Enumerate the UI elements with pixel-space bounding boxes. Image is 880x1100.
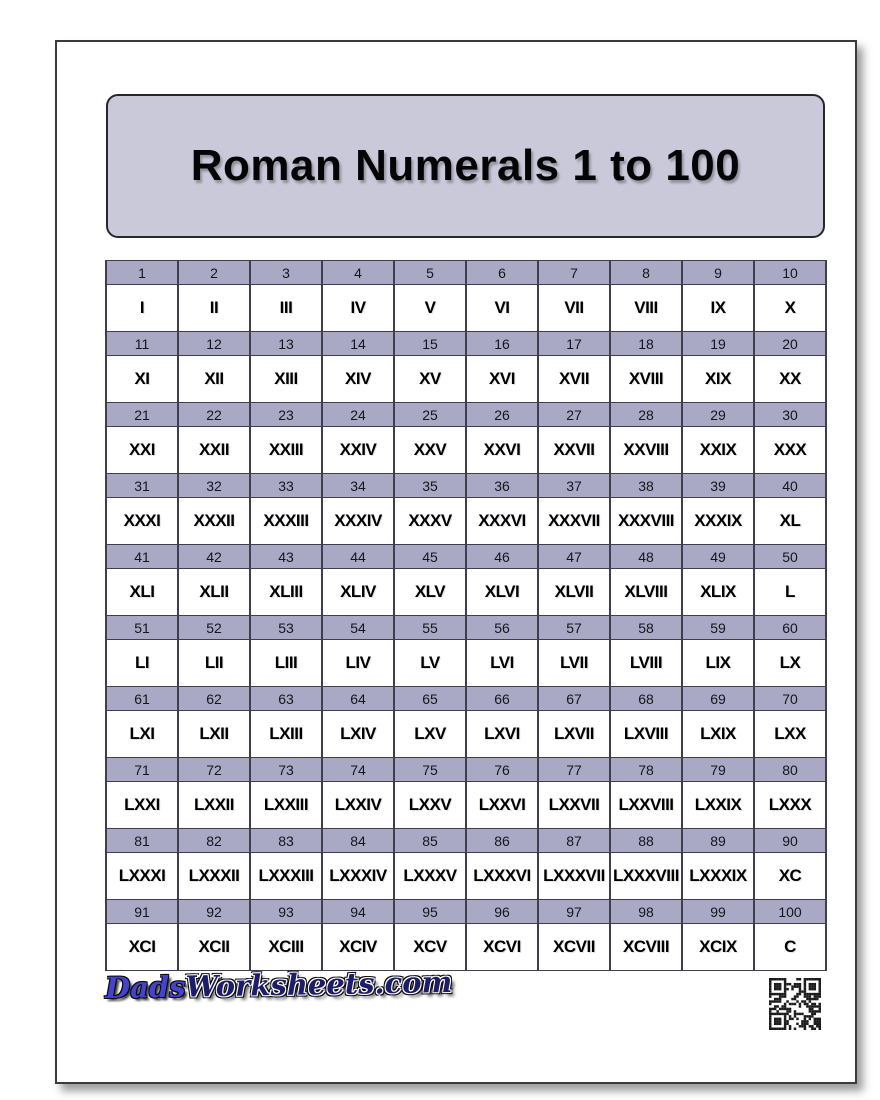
arabic-number-cell: 75 bbox=[394, 758, 466, 782]
roman-numeral-cell: XLV bbox=[394, 569, 466, 616]
roman-numeral-cell: XXIII bbox=[250, 427, 322, 474]
arabic-number-cell: 94 bbox=[322, 900, 394, 924]
roman-numeral-cell: XXXII bbox=[178, 498, 250, 545]
arabic-number-cell: 29 bbox=[682, 403, 754, 427]
arabic-number-cell: 27 bbox=[538, 403, 610, 427]
arabic-number-row-3 bbox=[106, 403, 826, 427]
roman-numeral-cell: XLVII bbox=[538, 569, 610, 616]
arabic-number-cell: 19 bbox=[682, 332, 754, 356]
roman-numeral-cell: VIII bbox=[610, 285, 682, 332]
arabic-number-cell: 97 bbox=[538, 900, 610, 924]
arabic-number-cell: 12 bbox=[178, 332, 250, 356]
arabic-number-cell: 5 bbox=[394, 261, 466, 285]
roman-numeral-cell: L bbox=[754, 569, 826, 616]
arabic-number-cell: 92 bbox=[178, 900, 250, 924]
roman-numeral-cell: XVII bbox=[538, 356, 610, 403]
arabic-number-cell: 41 bbox=[106, 545, 178, 569]
roman-numeral-row-3 bbox=[106, 427, 826, 474]
arabic-number-cell: 60 bbox=[754, 616, 826, 640]
arabic-number-cell: 55 bbox=[394, 616, 466, 640]
arabic-number-cell: 44 bbox=[322, 545, 394, 569]
page-title: Roman Numerals 1 to 100 bbox=[190, 141, 741, 190]
arabic-number-cell: 13 bbox=[250, 332, 322, 356]
roman-numeral-cell: LXXXIII bbox=[250, 853, 322, 900]
arabic-number-cell: 74 bbox=[322, 758, 394, 782]
roman-numeral-cell: XLIV bbox=[322, 569, 394, 616]
roman-numeral-cell: XXXVII bbox=[538, 498, 610, 545]
arabic-number-cell: 100 bbox=[754, 900, 826, 924]
roman-numeral-row-6 bbox=[106, 640, 826, 687]
arabic-number-cell: 51 bbox=[106, 616, 178, 640]
roman-numeral-cell: V bbox=[394, 285, 466, 332]
roman-numeral-cell: XXIX bbox=[682, 427, 754, 474]
roman-numeral-cell: XXX bbox=[754, 427, 826, 474]
arabic-number-row-6 bbox=[106, 616, 826, 640]
arabic-number-cell: 73 bbox=[250, 758, 322, 782]
roman-numeral-row-2 bbox=[106, 356, 826, 403]
arabic-number-cell: 64 bbox=[322, 687, 394, 711]
roman-numeral-cell: XI bbox=[106, 356, 178, 403]
roman-numeral-cell: XXXVI bbox=[466, 498, 538, 545]
roman-numeral-cell: XL bbox=[754, 498, 826, 545]
arabic-number-cell: 3 bbox=[250, 261, 322, 285]
roman-numeral-cell: LXX bbox=[754, 711, 826, 758]
roman-numeral-cell: LXXIII bbox=[250, 782, 322, 829]
roman-numeral-cell: LXXII bbox=[178, 782, 250, 829]
arabic-number-cell: 32 bbox=[178, 474, 250, 498]
arabic-number-cell: 78 bbox=[610, 758, 682, 782]
roman-numeral-cell: XCI bbox=[106, 924, 178, 971]
roman-numeral-cell: XXXVIII bbox=[610, 498, 682, 545]
arabic-number-cell: 22 bbox=[178, 403, 250, 427]
arabic-number-cell: 96 bbox=[466, 900, 538, 924]
arabic-number-cell: 46 bbox=[466, 545, 538, 569]
arabic-number-cell: 9 bbox=[682, 261, 754, 285]
roman-numeral-cell: IV bbox=[322, 285, 394, 332]
roman-numeral-cell: XCIV bbox=[322, 924, 394, 971]
arabic-number-cell: 68 bbox=[610, 687, 682, 711]
roman-numeral-cell: LXXXV bbox=[394, 853, 466, 900]
roman-numerals-table bbox=[105, 260, 827, 971]
arabic-number-cell: 59 bbox=[682, 616, 754, 640]
arabic-number-cell: 62 bbox=[178, 687, 250, 711]
arabic-number-cell: 87 bbox=[538, 829, 610, 853]
roman-numeral-cell: LXXVIII bbox=[610, 782, 682, 829]
arabic-number-row-8 bbox=[106, 758, 826, 782]
roman-numeral-cell: LIX bbox=[682, 640, 754, 687]
roman-numeral-cell: I bbox=[106, 285, 178, 332]
arabic-number-cell: 90 bbox=[754, 829, 826, 853]
arabic-number-cell: 50 bbox=[754, 545, 826, 569]
roman-numeral-cell: LXIX bbox=[682, 711, 754, 758]
roman-numeral-cell: XXXI bbox=[106, 498, 178, 545]
arabic-number-cell: 23 bbox=[250, 403, 322, 427]
roman-numeral-row-1 bbox=[106, 285, 826, 332]
roman-numeral-cell: XII bbox=[178, 356, 250, 403]
roman-numeral-cell: VI bbox=[466, 285, 538, 332]
roman-numeral-cell: LVII bbox=[538, 640, 610, 687]
roman-numeral-row-8 bbox=[106, 782, 826, 829]
roman-numeral-cell: LXXXI bbox=[106, 853, 178, 900]
arabic-number-cell: 11 bbox=[106, 332, 178, 356]
arabic-number-row-7 bbox=[106, 687, 826, 711]
roman-numeral-cell: XXXV bbox=[394, 498, 466, 545]
arabic-number-row-9 bbox=[106, 829, 826, 853]
dadsworksheets-logo bbox=[105, 965, 453, 1005]
roman-numeral-cell: XVI bbox=[466, 356, 538, 403]
roman-numeral-cell: XLIII bbox=[250, 569, 322, 616]
arabic-number-cell: 31 bbox=[106, 474, 178, 498]
arabic-number-cell: 67 bbox=[538, 687, 610, 711]
roman-numeral-row-10 bbox=[106, 924, 826, 971]
arabic-number-cell: 24 bbox=[322, 403, 394, 427]
arabic-number-cell: 17 bbox=[538, 332, 610, 356]
roman-numeral-cell: III bbox=[250, 285, 322, 332]
arabic-number-cell: 28 bbox=[610, 403, 682, 427]
roman-numeral-cell: XXI bbox=[106, 427, 178, 474]
arabic-number-cell: 36 bbox=[466, 474, 538, 498]
arabic-number-cell: 76 bbox=[466, 758, 538, 782]
arabic-number-cell: 66 bbox=[466, 687, 538, 711]
arabic-number-cell: 18 bbox=[610, 332, 682, 356]
roman-numeral-cell: LXXI bbox=[106, 782, 178, 829]
arabic-number-cell: 21 bbox=[106, 403, 178, 427]
roman-numeral-cell: XCIX bbox=[682, 924, 754, 971]
roman-numeral-cell: XLVI bbox=[466, 569, 538, 616]
roman-numeral-cell: LXXV bbox=[394, 782, 466, 829]
roman-numeral-cell: XV bbox=[394, 356, 466, 403]
arabic-number-cell: 79 bbox=[682, 758, 754, 782]
arabic-number-cell: 89 bbox=[682, 829, 754, 853]
worksheet-page bbox=[55, 40, 857, 1084]
roman-numeral-cell: XLIX bbox=[682, 569, 754, 616]
roman-numeral-cell: XXXIV bbox=[322, 498, 394, 545]
arabic-number-cell: 15 bbox=[394, 332, 466, 356]
roman-numeral-cell: XLVIII bbox=[610, 569, 682, 616]
roman-numeral-cell: XLI bbox=[106, 569, 178, 616]
roman-numeral-cell: XXXIII bbox=[250, 498, 322, 545]
arabic-number-cell: 58 bbox=[610, 616, 682, 640]
roman-numeral-cell: XXVI bbox=[466, 427, 538, 474]
arabic-number-cell: 47 bbox=[538, 545, 610, 569]
roman-numeral-cell: XXIV bbox=[322, 427, 394, 474]
arabic-number-cell: 81 bbox=[106, 829, 178, 853]
roman-numeral-cell: LXXIV bbox=[322, 782, 394, 829]
arabic-number-cell: 95 bbox=[394, 900, 466, 924]
arabic-number-cell: 16 bbox=[466, 332, 538, 356]
arabic-number-cell: 45 bbox=[394, 545, 466, 569]
logo-text-worksheets: Worksheets bbox=[185, 966, 375, 1004]
roman-numeral-cell: LIII bbox=[250, 640, 322, 687]
arabic-number-cell: 83 bbox=[250, 829, 322, 853]
roman-numeral-cell: XC bbox=[754, 853, 826, 900]
arabic-number-cell: 99 bbox=[682, 900, 754, 924]
roman-numeral-cell: LXXXII bbox=[178, 853, 250, 900]
arabic-number-cell: 70 bbox=[754, 687, 826, 711]
roman-numeral-cell: LXXXVI bbox=[466, 853, 538, 900]
roman-numeral-cell: XIII bbox=[250, 356, 322, 403]
arabic-number-row-5 bbox=[106, 545, 826, 569]
arabic-number-cell: 54 bbox=[322, 616, 394, 640]
roman-numeral-cell: II bbox=[178, 285, 250, 332]
arabic-number-cell: 40 bbox=[754, 474, 826, 498]
roman-numeral-cell: LV bbox=[394, 640, 466, 687]
arabic-number-cell: 82 bbox=[178, 829, 250, 853]
arabic-number-row-2 bbox=[106, 332, 826, 356]
roman-numeral-cell: XCVII bbox=[538, 924, 610, 971]
roman-numeral-cell: LXVII bbox=[538, 711, 610, 758]
roman-numeral-cell: LIV bbox=[322, 640, 394, 687]
roman-numeral-cell: LXXX bbox=[754, 782, 826, 829]
arabic-number-cell: 1 bbox=[106, 261, 178, 285]
title-banner bbox=[106, 94, 825, 238]
arabic-number-cell: 88 bbox=[610, 829, 682, 853]
roman-numeral-cell: LXXXIV bbox=[322, 853, 394, 900]
roman-numeral-cell: LXXVI bbox=[466, 782, 538, 829]
roman-numeral-cell: LVI bbox=[466, 640, 538, 687]
arabic-number-cell: 30 bbox=[754, 403, 826, 427]
roman-numeral-cell: XCVI bbox=[466, 924, 538, 971]
arabic-number-cell: 35 bbox=[394, 474, 466, 498]
numerals-table-body bbox=[106, 261, 826, 971]
roman-numeral-cell: LXV bbox=[394, 711, 466, 758]
roman-numeral-cell: LXI bbox=[106, 711, 178, 758]
arabic-number-row-10 bbox=[106, 900, 826, 924]
roman-numeral-cell: XXV bbox=[394, 427, 466, 474]
arabic-number-cell: 84 bbox=[322, 829, 394, 853]
arabic-number-cell: 52 bbox=[178, 616, 250, 640]
roman-numeral-cell: XCII bbox=[178, 924, 250, 971]
roman-numeral-cell: C bbox=[754, 924, 826, 971]
roman-numeral-row-7 bbox=[106, 711, 826, 758]
roman-numeral-cell: LXIII bbox=[250, 711, 322, 758]
roman-numeral-row-9 bbox=[106, 853, 826, 900]
logo-text-com: .com bbox=[374, 964, 453, 1001]
arabic-number-cell: 38 bbox=[610, 474, 682, 498]
arabic-number-cell: 69 bbox=[682, 687, 754, 711]
roman-numeral-cell: LXXXIX bbox=[682, 853, 754, 900]
arabic-number-cell: 63 bbox=[250, 687, 322, 711]
arabic-number-cell: 48 bbox=[610, 545, 682, 569]
roman-numeral-cell: X bbox=[754, 285, 826, 332]
arabic-number-cell: 86 bbox=[466, 829, 538, 853]
roman-numeral-cell: LXXVII bbox=[538, 782, 610, 829]
arabic-number-row-1 bbox=[106, 261, 826, 285]
roman-numeral-cell: LI bbox=[106, 640, 178, 687]
arabic-number-row-4 bbox=[106, 474, 826, 498]
arabic-number-cell: 72 bbox=[178, 758, 250, 782]
arabic-number-cell: 25 bbox=[394, 403, 466, 427]
roman-numeral-cell: LXIV bbox=[322, 711, 394, 758]
roman-numeral-cell: XCIII bbox=[250, 924, 322, 971]
arabic-number-cell: 6 bbox=[466, 261, 538, 285]
arabic-number-cell: 49 bbox=[682, 545, 754, 569]
roman-numeral-cell: LXXXVIII bbox=[610, 853, 682, 900]
roman-numeral-cell: IX bbox=[682, 285, 754, 332]
roman-numeral-cell: LII bbox=[178, 640, 250, 687]
arabic-number-cell: 8 bbox=[610, 261, 682, 285]
arabic-number-cell: 14 bbox=[322, 332, 394, 356]
roman-numeral-cell: LXVI bbox=[466, 711, 538, 758]
roman-numeral-cell: LXXIX bbox=[682, 782, 754, 829]
arabic-number-cell: 93 bbox=[250, 900, 322, 924]
roman-numeral-cell: XVIII bbox=[610, 356, 682, 403]
roman-numeral-cell: XXII bbox=[178, 427, 250, 474]
roman-numeral-cell: XXVII bbox=[538, 427, 610, 474]
arabic-number-cell: 33 bbox=[250, 474, 322, 498]
arabic-number-cell: 85 bbox=[394, 829, 466, 853]
roman-numeral-cell: LXXXVII bbox=[538, 853, 610, 900]
arabic-number-cell: 26 bbox=[466, 403, 538, 427]
roman-numeral-cell: LVIII bbox=[610, 640, 682, 687]
roman-numeral-cell: XXXIX bbox=[682, 498, 754, 545]
arabic-number-cell: 42 bbox=[178, 545, 250, 569]
roman-numeral-cell: XIV bbox=[322, 356, 394, 403]
arabic-number-cell: 91 bbox=[106, 900, 178, 924]
arabic-number-cell: 53 bbox=[250, 616, 322, 640]
arabic-number-cell: 10 bbox=[754, 261, 826, 285]
arabic-number-cell: 43 bbox=[250, 545, 322, 569]
roman-numeral-cell: XX bbox=[754, 356, 826, 403]
logo-text-dads: Dads bbox=[104, 969, 186, 1006]
roman-numeral-row-4 bbox=[106, 498, 826, 545]
arabic-number-cell: 34 bbox=[322, 474, 394, 498]
arabic-number-cell: 4 bbox=[322, 261, 394, 285]
arabic-number-cell: 57 bbox=[538, 616, 610, 640]
arabic-number-cell: 37 bbox=[538, 474, 610, 498]
arabic-number-cell: 7 bbox=[538, 261, 610, 285]
roman-numeral-cell: LXVIII bbox=[610, 711, 682, 758]
roman-numeral-cell: LXII bbox=[178, 711, 250, 758]
arabic-number-cell: 2 bbox=[178, 261, 250, 285]
roman-numeral-row-5 bbox=[106, 569, 826, 616]
arabic-number-cell: 71 bbox=[106, 758, 178, 782]
arabic-number-cell: 65 bbox=[394, 687, 466, 711]
roman-numeral-cell: VII bbox=[538, 285, 610, 332]
arabic-number-cell: 61 bbox=[106, 687, 178, 711]
arabic-number-cell: 56 bbox=[466, 616, 538, 640]
qr-code-icon bbox=[769, 978, 821, 1030]
roman-numeral-cell: XCV bbox=[394, 924, 466, 971]
arabic-number-cell: 98 bbox=[610, 900, 682, 924]
arabic-number-cell: 39 bbox=[682, 474, 754, 498]
arabic-number-cell: 77 bbox=[538, 758, 610, 782]
arabic-number-cell: 80 bbox=[754, 758, 826, 782]
roman-numeral-cell: XXVIII bbox=[610, 427, 682, 474]
roman-numeral-cell: LX bbox=[754, 640, 826, 687]
roman-numeral-cell: XCVIII bbox=[610, 924, 682, 971]
roman-numeral-cell: XIX bbox=[682, 356, 754, 403]
arabic-number-cell: 20 bbox=[754, 332, 826, 356]
roman-numeral-cell: XLII bbox=[178, 569, 250, 616]
